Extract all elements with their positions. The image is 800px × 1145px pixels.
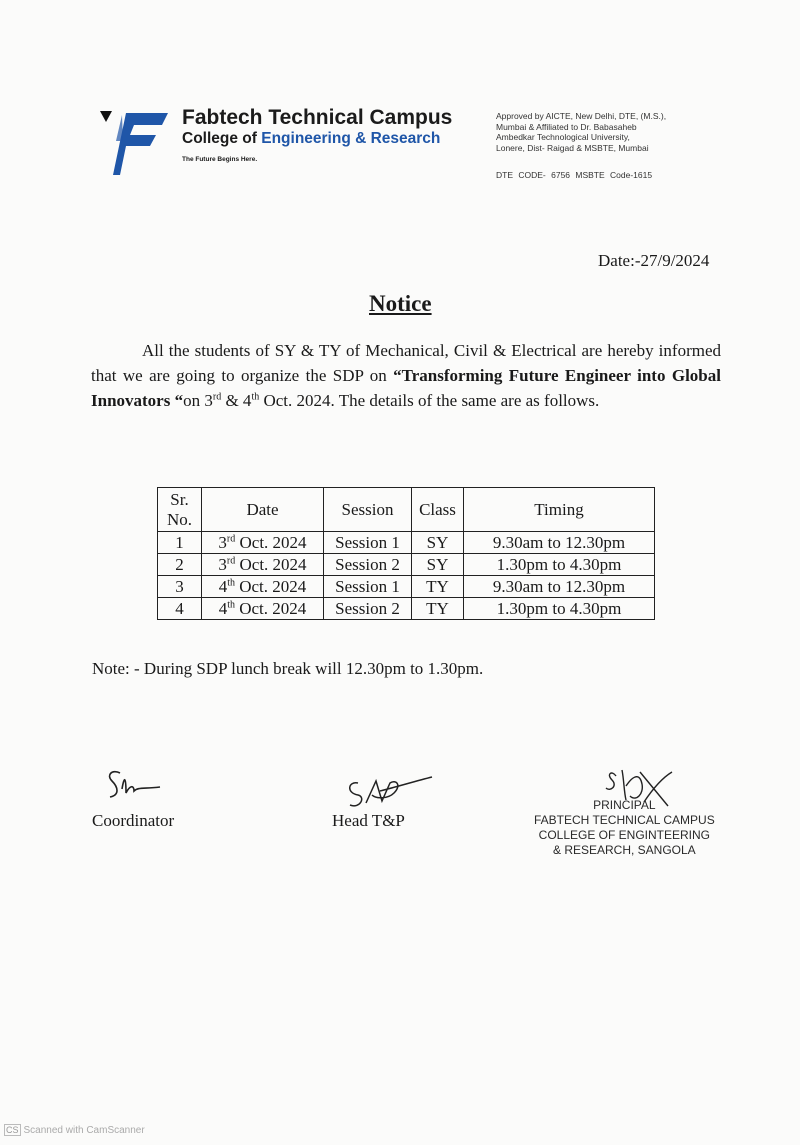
college-subtitle-accent: Engineering & Research [261, 130, 441, 147]
cell-date [202, 532, 324, 554]
lunch-note: Note: - During SDP lunch break will 12.30pm to 1.30pm. [92, 659, 484, 678]
notice-title: Notice [369, 291, 432, 316]
notice-date: Date:-27/9/2024 [598, 251, 710, 270]
body-text-3: & 4 [221, 391, 252, 410]
cell-session: Session 1 [324, 532, 412, 554]
head-tp-label: Head T&P [332, 811, 405, 830]
coordinator-label: Coordinator [92, 811, 175, 830]
cell-date-rest: Oct. 2024 [234, 598, 307, 618]
camscanner-badge: CS [6, 1125, 19, 1135]
scanner-watermark [4, 1124, 145, 1136]
cell-timing: 1.30pm to 4.30pm [464, 598, 655, 620]
cell-sr: 1 [158, 532, 202, 554]
ordinal-suffix: th [227, 598, 235, 610]
cell-date-rest: Oct. 2024 [235, 554, 307, 574]
table-header-row [158, 488, 655, 532]
cell-date-day: 4 [218, 598, 228, 618]
approval-line: Mumbai & Affiliated to Dr. Babasaheb [496, 121, 637, 132]
cell-date [202, 554, 324, 576]
ordinal-suffix: rd [226, 554, 236, 566]
table-row [158, 576, 655, 598]
cell-date-rest: Oct. 2024 [234, 576, 307, 596]
cell-date-day: 3 [218, 554, 227, 574]
head-tp-signature [336, 773, 436, 813]
ordinal-suffix: rd [226, 532, 236, 544]
college-subtitle-prefix: College of [182, 130, 262, 147]
watermark-text: Scanned with CamScanner [23, 1125, 145, 1136]
stamp-line: FABTECH TECHNICAL CAMPUS [534, 813, 715, 827]
institute-codes: DTE CODE- 6756 MSBTE Code-1615 [496, 170, 653, 180]
cell-timing: 1.30pm to 4.30pm [464, 554, 655, 576]
ordinal-suffix: th [251, 391, 260, 403]
table-row [158, 532, 655, 554]
table-row [158, 554, 655, 576]
cell-sr: 3 [158, 576, 202, 598]
cell-date-day: 4 [218, 576, 228, 596]
college-subtitle [182, 130, 440, 148]
header-session: Session [324, 488, 412, 532]
notice-body [91, 338, 721, 413]
ordinal-suffix: rd [212, 391, 222, 403]
cell-timing: 9.30am to 12.30pm [464, 576, 655, 598]
cell-class: TY [412, 576, 464, 598]
principal-stamp [534, 798, 715, 858]
cell-sr: 2 [158, 554, 202, 576]
body-text-1: All the students of SY & TY of Mechanical, Civil & Electrical are hereby informed that we are going to organize the SDP on [91, 341, 721, 385]
schedule-table [157, 487, 655, 620]
header-sr-no: Sr. No. [158, 488, 202, 532]
cell-session: Session 2 [324, 554, 412, 576]
tagline: The Future Begins Here. [182, 156, 258, 163]
approval-line: Lonere, Dist- Raigad & MSBTE, Mumbai [496, 142, 649, 153]
header-timing: Timing [464, 488, 655, 532]
stamp-line: COLLEGE OF ENGINTEERING [538, 828, 711, 842]
cell-date-rest: Oct. 2024 [235, 532, 307, 552]
approval-info [496, 111, 666, 153]
institute-name: Fabtech Technical Campus [182, 106, 453, 129]
body-text-4: Oct. 2024. The details of the same are as follows. [259, 391, 600, 410]
cell-date-day: 3 [218, 532, 227, 552]
program-title: “Transforming Future Engineer into Global Innovators “ [91, 366, 721, 410]
header-date: Date [202, 488, 324, 532]
header-class: Class [412, 488, 464, 532]
approval-line: Ambedkar Technological University, [496, 132, 630, 142]
table-row [158, 598, 655, 620]
cell-class: SY [412, 554, 464, 576]
cell-timing: 9.30am to 12.30pm [464, 532, 655, 554]
stamp-line: & RESEARCH, SANGOLA [552, 843, 696, 857]
cell-class: TY [412, 598, 464, 620]
cell-sr: 4 [158, 598, 202, 620]
cell-session: Session 2 [324, 598, 412, 620]
ordinal-suffix: th [227, 576, 235, 588]
stamp-line: PRINCIPAL [593, 798, 656, 812]
college-logo [96, 105, 176, 180]
cell-date [202, 576, 324, 598]
approval-line: Approved by AICTE, New Delhi, DTE, (M.S.), [496, 111, 667, 121]
cell-session: Session 1 [324, 576, 412, 598]
coordinator-signature [100, 765, 180, 805]
cell-class: SY [412, 532, 464, 554]
body-text-2: on 3 [183, 391, 213, 410]
cell-date [202, 598, 324, 620]
